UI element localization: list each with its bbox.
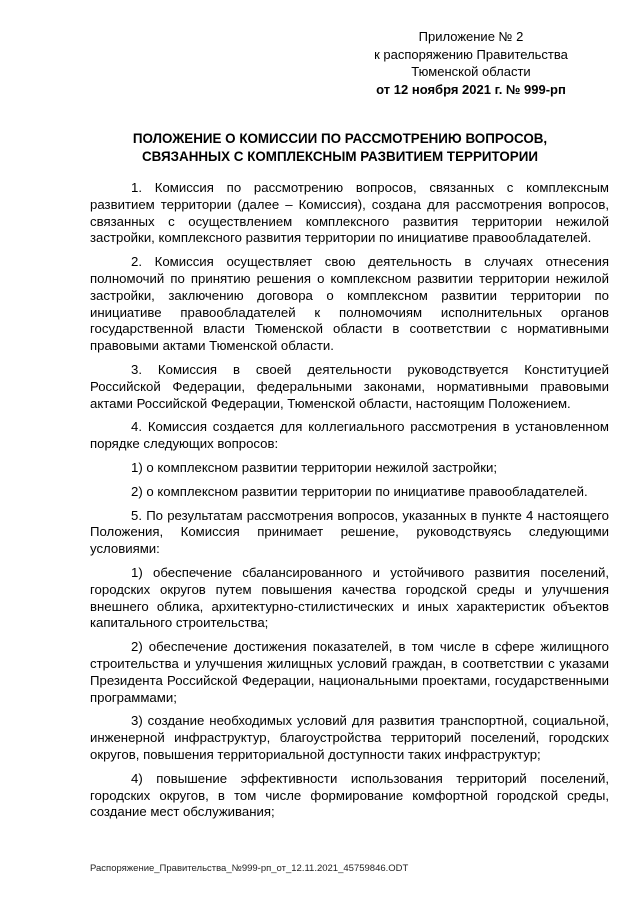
paragraph-5-item-4: 4) повышение эффективности использования территорий поселений, городских округов, в том числе формирование комфортной городской среды, создание мест обслуживания; (90, 770, 609, 820)
document-title-line-2: СВЯЗАННЫХ С КОМПЛЕКСНЫМ РАЗВИТИЕМ ТЕРРИТОРИИ (142, 148, 538, 164)
paragraph-5: 5. По результатам рассмотрения вопросов, указанных в пункте 4 настоящего Положения, Комиссия принимает решение, руководствуясь следующими условиями: (90, 507, 609, 557)
document-body (90, 180, 609, 828)
paragraph-4: 4. Комиссия создается для коллегиального рассмотрения в установленном порядке следующих вопросов: (90, 419, 609, 452)
appendix-region-line: Тюменской области (411, 64, 531, 79)
paragraph-5-item-2: 2) обеспечение достижения показателей, в том числе в сфере жилищного строительства и улучшения жилищных условий граждан, в соответствии с указами Президента Российской Федерации, национальными проектами, государственными программами; (90, 639, 609, 705)
appendix-number: Приложение № 2 (418, 29, 524, 44)
paragraph-3: 3. Комиссия в своей деятельности руководствуется Конституцией Российской Федерации, федеральными законами, нормативными правовыми актами Российской Федерации, Тюменской области, настоящим Положением. (90, 361, 609, 411)
document-title-line-1: ПОЛОЖЕНИЕ О КОМИССИИ ПО РАССМОТРЕНИЮ ВОПРОСОВ, (132, 131, 548, 146)
paragraph-1: 1. Комиссия по рассмотрению вопросов, связанных с комплексным развитием территории (далее – Комиссия), создана для рассмотрения вопросов, связанных с осуществлением комплексного развития территории нежилой застройки, комплексного развития территории по инициативе правообладателей. (90, 180, 609, 246)
appendix-ref-line: к распоряжению Правительства (374, 46, 568, 62)
paragraph-5-item-1: 1) обеспечение сбалансированного и устойчивого развития поселений, городских округов путем повышения качества городской среды и улучшения внешнего облика, архитектурно-стилистических и иных характеристик объектов капитального строительства; (90, 564, 609, 631)
document-title (100, 130, 580, 165)
paragraph-5-item-3: 3) создание необходимых условий для развития транспортной, социальной, инженерной инфраструктур, благоустройства территорий поселений, городских округов, повышения территориальной доступности таких инфраструктур; (90, 713, 609, 762)
appendix-date-line: от 12 ноября 2021 г. № 999-рп (376, 81, 566, 97)
paragraph-4-item-2: 2) о комплексном развитии территории по инициативе правообладателей. (131, 483, 588, 499)
paragraph-2: 2. Комиссия осуществляет свою деятельность в случаях отнесения полномочий по принятию решения о комплексном развитии территории нежилой застройки, заключению договора о комплексном развитии территории по инициативе правообладателей к полномочиям исполнительных органов государственной власти Тюменской области в соответствии с нормативными правовыми актами Тюменской области. (90, 254, 609, 354)
appendix-header (351, 28, 591, 98)
footer-filename: Распоряжение_Правительства_№999-рп_от_12.11.2021_45759846.ODT (90, 863, 409, 874)
paragraph-4-item-1: 1) о комплексном развитии территории нежилой застройки; (131, 459, 498, 475)
